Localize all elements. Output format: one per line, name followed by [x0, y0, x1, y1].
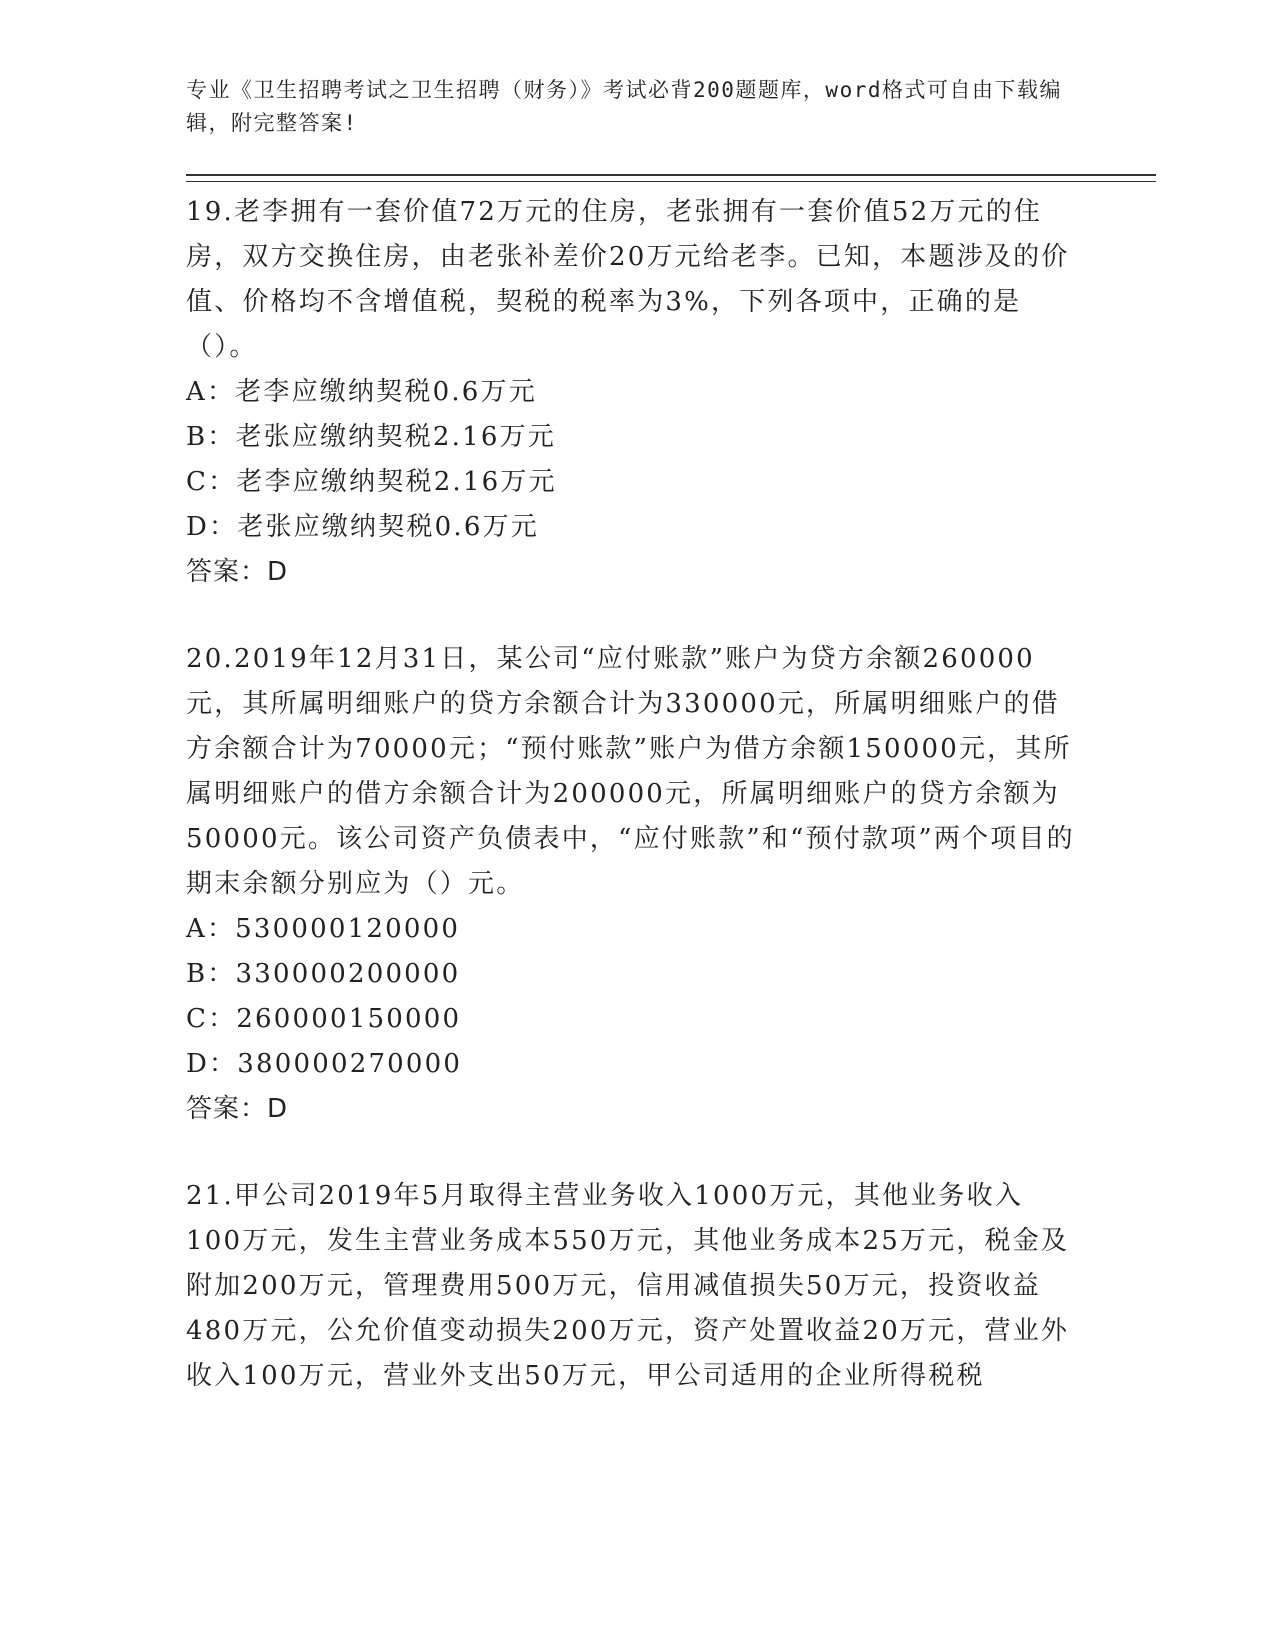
option-a: A：老李应缴纳契税0.6万元 [186, 377, 537, 407]
option-b: B：330000200000 [186, 959, 461, 989]
option-d: D：380000270000 [186, 1049, 463, 1079]
question-19 [186, 190, 1076, 595]
option-a: A：530000120000 [186, 914, 461, 944]
document-header-title: 专业《卫生招聘考试之卫生招聘（财务）》考试必背200题题库，word格式可自由下载编辑，附完整答案! [186, 78, 1062, 135]
option-c: C：260000150000 [186, 1004, 462, 1034]
answer-line: 答案：D [186, 557, 289, 587]
header-divider-thin [186, 181, 1156, 182]
option-d: D：老张应缴纳契税0.6万元 [186, 512, 539, 542]
option-b: B：老张应缴纳契税2.16万元 [186, 422, 556, 452]
answer-line: 答案：D [186, 1094, 289, 1124]
question-20 [186, 637, 1076, 1132]
header-divider-thick [186, 174, 1156, 176]
question-stem: 21.甲公司2019年5月取得主营业务收入1000万元，其他业务收入100万元，发生主营业务成本550万元，其他业务成本25万元，税金及附加200万元，管理费用500万元，信用减值损失50万元，投资收益480万元，公允价值变动损失200万元，资产处置收益20万元，营业外收入100万元，营业外支出50万元，甲公司适用的企业所得税税 [186, 1181, 1070, 1391]
question-21 [186, 1174, 1076, 1399]
questions-list [186, 190, 1076, 1441]
question-stem: 19.老李拥有一套价值72万元的住房，老张拥有一套价值52万元的住房，双方交换住房，由老张补差价20万元给老李。已知，本题涉及的价值、价格均不含增值税，契税的税率为3%，下列各项中，正确的是（）。 [186, 197, 1070, 362]
question-stem: 20.2019年12月31日，某公司“应付账款”账户为贷方余额260000元，其所属明细账户的贷方余额合计为330000元，所属明细账户的借方余额合计为70000元；“预付账款”账户为借方余额150000元，其所属明细账户的借方余额合计为200000元，所属明细账户的贷方余额为50000元。该公司资产负债表中，“应付账款”和“预付款项”两个项目的期末余额分别应为（）元。 [186, 644, 1075, 899]
option-c: C：老李应缴纳契税2.16万元 [186, 467, 557, 497]
